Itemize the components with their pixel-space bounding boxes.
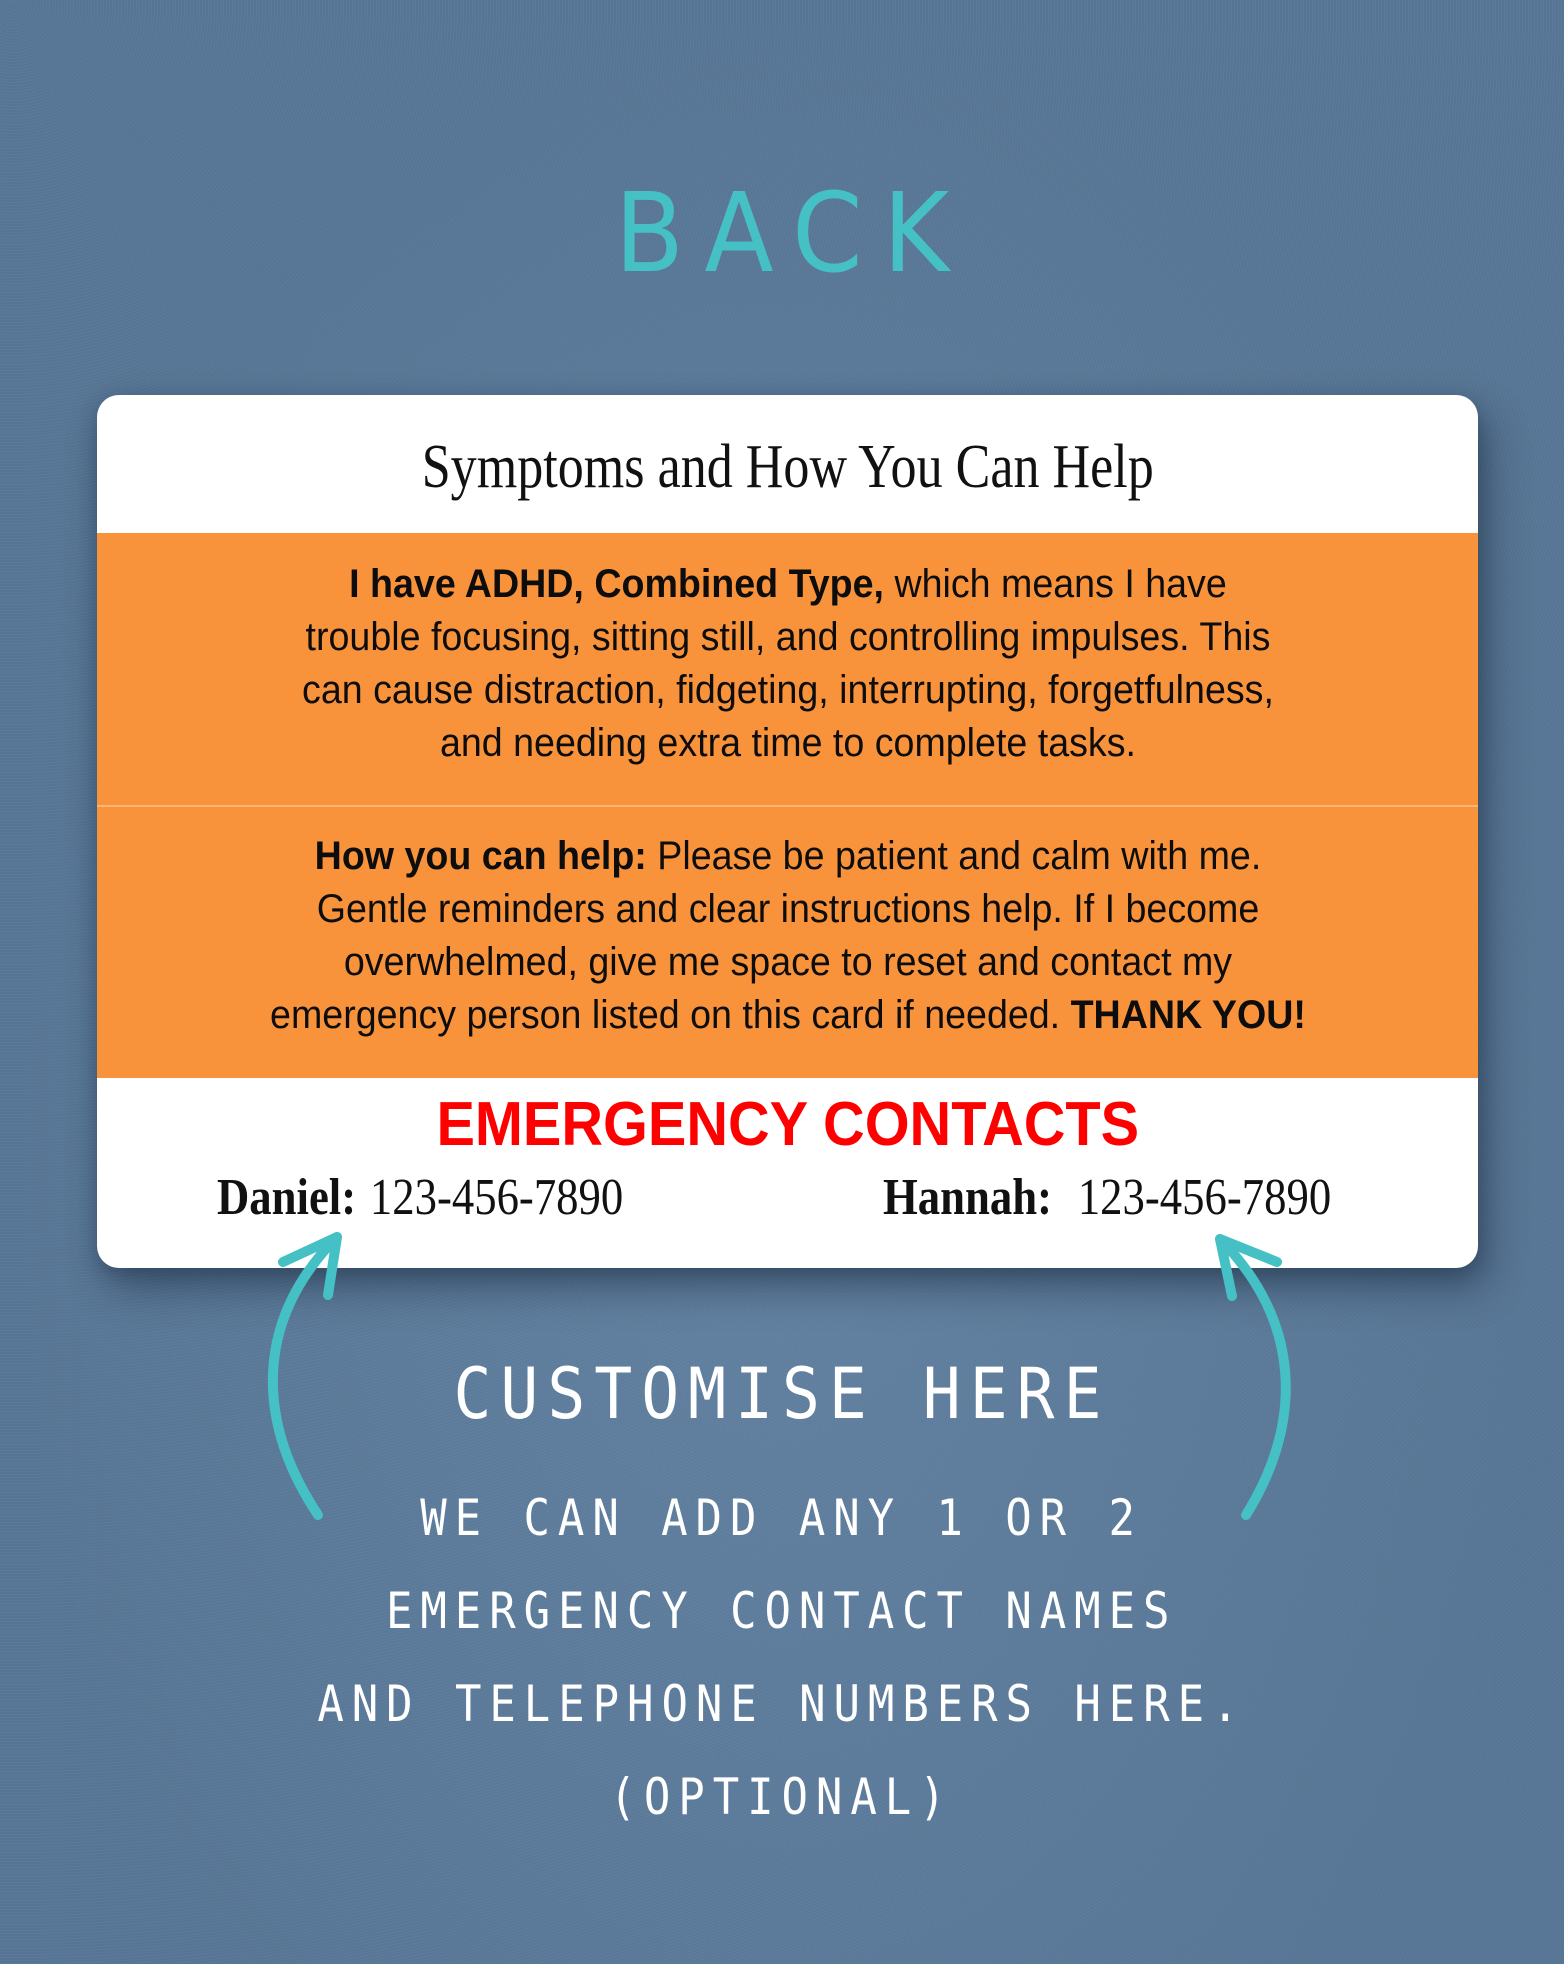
emergency-contact-2	[883, 1168, 1404, 1228]
help-paragraph	[97, 830, 1478, 1042]
customise-description	[0, 1472, 1564, 1844]
contact-phone: 123-456-7890	[1077, 1169, 1332, 1226]
customise-line-2: EMERGENCY CONTACT NAMES	[386, 1582, 1178, 1640]
contact-name: Hannah:	[883, 1169, 1053, 1226]
symptoms-line-3: can cause distraction, fidgeting, interrupting, forgetfulness,	[301, 668, 1274, 712]
customise-line-4: (OPTIONAL)	[609, 1768, 955, 1826]
contact-phone: 123-456-7890	[369, 1169, 624, 1226]
symptoms-line-2: trouble focusing, sitting still, and controlling impulses. This	[305, 615, 1270, 659]
emergency-contacts-label: EMERGENCY CONTACTS	[436, 1090, 1139, 1159]
help-line-3: overwhelmed, give me space to reset and contact my	[343, 940, 1232, 984]
card-title-band	[97, 395, 1478, 533]
customise-line-1: WE CAN ADD ANY 1 OR 2	[420, 1489, 1144, 1547]
info-band	[97, 533, 1478, 1078]
symptoms-line-4: and needing extra time to complete tasks.	[439, 721, 1136, 765]
contact-name: Daniel:	[217, 1169, 357, 1226]
help-line-4: emergency person listed on this card if needed.	[269, 993, 1071, 1037]
emergency-contact-1	[217, 1168, 689, 1228]
emergency-contacts-heading	[97, 1092, 1478, 1158]
adhd-card-back	[97, 395, 1478, 1268]
symptoms-line-1: which means I have	[883, 562, 1227, 606]
symptoms-lead: I have ADHD, Combined Type,	[348, 562, 884, 606]
customise-line-3: AND TELEPHONE NUMBERS HERE.	[317, 1675, 1247, 1733]
thank-you: THANK YOU!	[1070, 993, 1306, 1037]
help-line-1: Please be patient and calm with me.	[646, 834, 1261, 878]
section-divider	[97, 805, 1478, 807]
card-title: Symptoms and How You Can Help	[421, 432, 1154, 501]
help-line-2: Gentle reminders and clear instructions help. If I become	[316, 887, 1259, 931]
symptoms-paragraph	[97, 558, 1478, 770]
customise-title-text: CUSTOMISE HERE	[453, 1353, 1111, 1435]
customise-title	[0, 1353, 1564, 1435]
page-heading-back: BACK	[614, 169, 970, 297]
help-lead: How you can help:	[314, 834, 647, 878]
